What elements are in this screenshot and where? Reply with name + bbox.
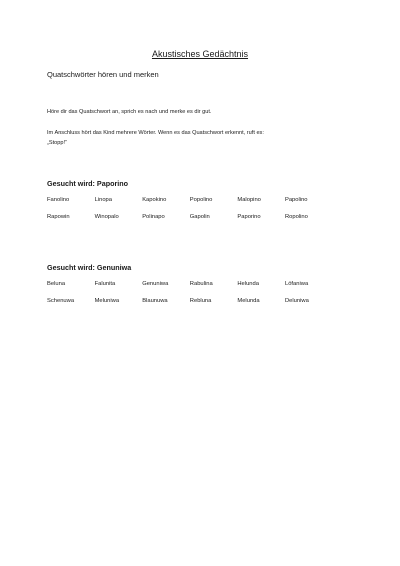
word-cell: Papolino: [284, 197, 308, 203]
word-row: [47, 298, 333, 304]
word-cell: Popolino: [189, 197, 213, 203]
word-cell: Meluniwa: [94, 298, 120, 304]
section-heading-paporino: Gesucht wird: Paporino: [47, 179, 129, 188]
word-cell: Gapolin: [189, 214, 210, 220]
word-cell: Paporino: [237, 214, 261, 220]
word-cell: Löfaniwa: [284, 281, 309, 287]
word-cell: Rabulina: [189, 281, 213, 287]
word-cell: Kapokino: [142, 197, 167, 203]
word-cell: Deluniwa: [284, 298, 309, 304]
word-cell: Polinapo: [142, 214, 165, 220]
word-cell: Winopalo: [94, 214, 119, 220]
word-cell: Ropolino: [284, 214, 308, 220]
page-title: Akustisches Gedächtnis: [151, 49, 249, 59]
instruction-line: „Stopp!“: [47, 140, 67, 146]
word-cell: Melunda: [237, 298, 260, 304]
word-cell: Rebluna: [189, 298, 212, 304]
instruction-paragraph-2: [47, 128, 264, 148]
word-cell: Helunda: [237, 281, 259, 287]
word-cell: Schenuwa: [47, 298, 75, 304]
word-cell: Falunita: [94, 281, 116, 287]
instruction-paragraph-1: [47, 107, 211, 117]
word-cell: Fanolino: [47, 197, 70, 203]
word-cell: Rapowin: [47, 214, 70, 220]
word-row: [47, 214, 333, 220]
instruction-line: Höre dir das Quatschwort an, sprich es nach und merke es dir gut.: [47, 109, 212, 115]
subtitle: Quatschwörter hören und merken: [47, 70, 159, 79]
instruction-line: Im Anschluss hört das Kind mehrere Wörter. Wenn es das Quatschwort erkennt, ruft es:: [47, 130, 264, 136]
word-cell: Malopino: [237, 197, 261, 203]
word-cell: Genuniwa: [142, 281, 169, 287]
section-heading-genuniwa: Gesucht wird: Genuniwa: [47, 263, 132, 272]
word-row: [47, 281, 333, 287]
word-cell: Linopa: [94, 197, 113, 203]
word-cell: Beluna: [47, 281, 66, 287]
word-row: [47, 197, 333, 203]
word-cell: Blaunuwa: [142, 298, 168, 304]
